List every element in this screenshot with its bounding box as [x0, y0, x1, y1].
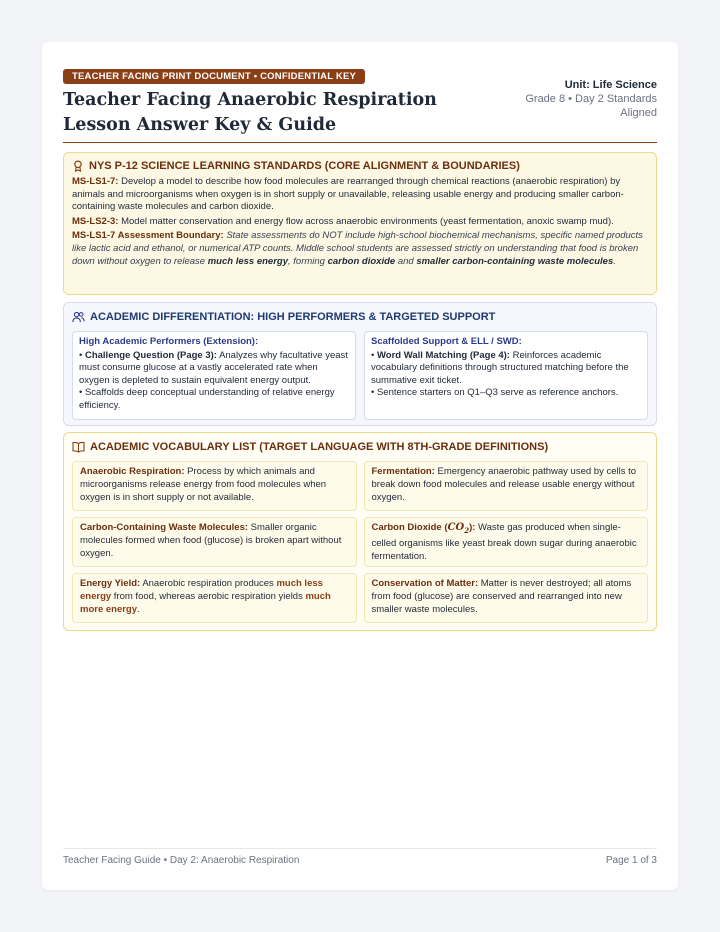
standards-heading-text: NYS P-12 SCIENCE LEARNING STANDARDS (CORE ALIGNMENT & BOUNDARIES) — [89, 160, 520, 172]
vocab-term: Energy Yield: — [80, 578, 141, 589]
vocab-definition: Emergency anaerobic pathway used by cells to break down food molecules and release usable energy without oxygen. — [371, 466, 637, 503]
footer-divider — [63, 848, 657, 849]
differentiation-section — [63, 302, 657, 426]
vocab-definition: Smaller organic molecules formed when food (glucose) is broken apart without oxygen. — [80, 522, 342, 559]
vocab-highlight-2: much more energy — [80, 590, 331, 615]
vocabulary-heading-text: ACADEMIC VOCABULARY LIST (TARGET LANGUAGE WITH 8TH-GRADE DEFINITIONS) — [90, 441, 549, 453]
vocab-term: Conservation of Matter: — [371, 578, 479, 589]
vocab-term: Fermentation: — [371, 466, 435, 477]
boundary-emphasis-2: carbon dioxide — [327, 255, 396, 267]
high-bullet-1: • Challenge Question (Page 3): Analyzes why facultative yeast must consume glucose at a vastly accelerated rate when oxygen is depleted to sustain equivalent energy output. — [79, 349, 348, 386]
support-bullet-1-label: Word Wall Matching (Page 4): — [376, 349, 510, 361]
standards-section — [63, 152, 657, 295]
title-divider — [63, 142, 657, 143]
vocab-card-fermentation — [364, 461, 649, 511]
standards-heading — [72, 158, 647, 174]
standard-item — [72, 176, 647, 214]
vocab-definition-1: Anaerobic respiration produces — [142, 578, 274, 589]
confidential-badge: TEACHER FACING PRINT DOCUMENT • CONFIDENTIAL KEY — [63, 69, 365, 84]
vocab-card-anaerobic-respiration — [72, 461, 357, 511]
support-bullet-2: • Sentence starters on Q1–Q3 serve as reference anchors. — [371, 387, 619, 399]
support-bullet-1-text: Reinforces academic vocabulary definitions through structured matching before the summative exit ticket. — [371, 349, 629, 386]
assessment-boundary — [72, 230, 647, 268]
vocabulary-grid — [72, 461, 648, 623]
high-bullet-1-label: Challenge Question (Page 3): — [84, 349, 217, 361]
boundary-emphasis-3: smaller carbon-containing waste molecules — [416, 255, 614, 267]
vocab-term: Anaerobic Respiration: — [80, 466, 185, 477]
vocab-card-waste-molecules — [72, 517, 357, 567]
boundary-code: MS-LS1-7 Assessment Boundary: — [72, 230, 224, 242]
vocabulary-heading — [72, 439, 648, 455]
support-bullet-2-text: Sentence starters on Q1–Q3 serve as reference anchors. — [376, 387, 619, 399]
scaffolded-support-title: Scaffolded Support & ELL / SWD: — [371, 336, 522, 347]
differentiation-columns — [72, 331, 648, 420]
vocab-highlight-1: much less energy — [80, 578, 323, 602]
vocab-definition-2: from food, whereas aerobic respiration yields — [113, 590, 303, 602]
vocab-card-energy-yield — [72, 573, 357, 623]
standard-code: MS-LS1-7: — [72, 176, 119, 187]
standard-code: MS-LS2-3: — [72, 215, 119, 227]
co2-formula — [448, 522, 470, 533]
footer-guide-label: Teacher Facing Guide • Day 2: Anaerobic Respiration — [63, 855, 300, 866]
standard-text: Model matter conservation and energy flow across anaerobic environments (yeast fermentation, anoxic swamp mud). — [121, 215, 614, 227]
ribbon-award-icon — [72, 160, 84, 172]
vocab-term-a: Carbon Dioxide ( — [371, 522, 448, 533]
vocab-definition: Waste gas produced when single-celled organisms like yeast break down sugar during anaerobic fermentation. — [371, 522, 637, 562]
vocab-term — [372, 522, 476, 533]
co2-formula-subscript: 2 — [464, 526, 470, 535]
standard-item — [72, 216, 647, 229]
vocab-card-conservation-of-matter — [364, 573, 649, 623]
grade-line-2: Aligned — [620, 107, 657, 119]
differentiation-heading — [72, 309, 648, 325]
high-bullet-2: • Scaffolds deep conceptual understanding of relative energy efficiency. — [79, 387, 335, 411]
unit-meta — [467, 78, 657, 120]
vocab-term-b: ): — [469, 522, 476, 533]
vocab-definition: Matter is never destroyed; all atoms from food (glucose) are conserved and rearranged into new smaller waste molecules. — [371, 578, 632, 615]
high-performers-card — [72, 331, 356, 420]
support-bullet-1: • Word Wall Matching (Page 4): Reinforces academic vocabulary definitions through structured matching before the summative exit ticket. — [371, 349, 629, 386]
users-icon — [72, 311, 85, 323]
document-page — [42, 42, 678, 890]
page-title: Teacher Facing Anaerobic Respiration Lesson Answer Key & Guide — [63, 90, 437, 135]
vocabulary-section — [63, 432, 657, 631]
boundary-text-3: and — [397, 255, 414, 267]
high-bullet-1-text: Analyzes why facultative yeast must consume glucose at a vastly accelerated rate when oxygen is depleted to sustain equivalent energy output. — [79, 349, 348, 386]
co2-formula-base: CO — [447, 522, 465, 533]
high-bullet-2-text: Scaffolds deep conceptual understanding of relative energy efficiency. — [79, 387, 335, 411]
boundary-text-1: State assessments do NOT include high-school biochemical mechanisms, specific named products like lactic acid and ethanol, or numerical ATP counts. Middle school students are assessed strictly on understanding that food is broken down without oxygen to release — [72, 230, 643, 267]
high-performers-title: High Academic Performers (Extension): — [79, 336, 259, 347]
differentiation-heading-text: ACADEMIC DIFFERENTIATION: HIGH PERFORMERS & TARGETED SUPPORT — [90, 311, 496, 323]
boundary-text-2: , forming — [288, 255, 325, 267]
grade-line: Grade 8 • Day 2 Standards — [525, 93, 657, 105]
vocab-definition: Process by which animals and microorganisms release energy from food molecules when oxygen is in short supply or not available. — [80, 466, 327, 503]
unit-label: Unit: Life Science — [564, 79, 657, 91]
vocab-term: Carbon-Containing Waste Molecules: — [80, 522, 249, 533]
vocab-definition-3: . — [137, 603, 140, 615]
boundary-emphasis-1: much less energy — [207, 255, 288, 267]
vocab-card-carbon-dioxide — [364, 517, 649, 567]
scaffolded-support-card — [364, 331, 648, 420]
open-book-icon — [72, 441, 85, 453]
standard-text: Develop a model to describe how food molecules are rearranged through chemical reactions (anaerobic respiration) by animals and microorganisms when oxygen is in short supply or unavailable, releasing usable energy and producing smaller carbon-containing waste molecules and carbon dioxide. — [72, 176, 624, 213]
page-number: Page 1 of 3 — [605, 855, 657, 866]
boundary-text-4: . — [613, 255, 616, 267]
